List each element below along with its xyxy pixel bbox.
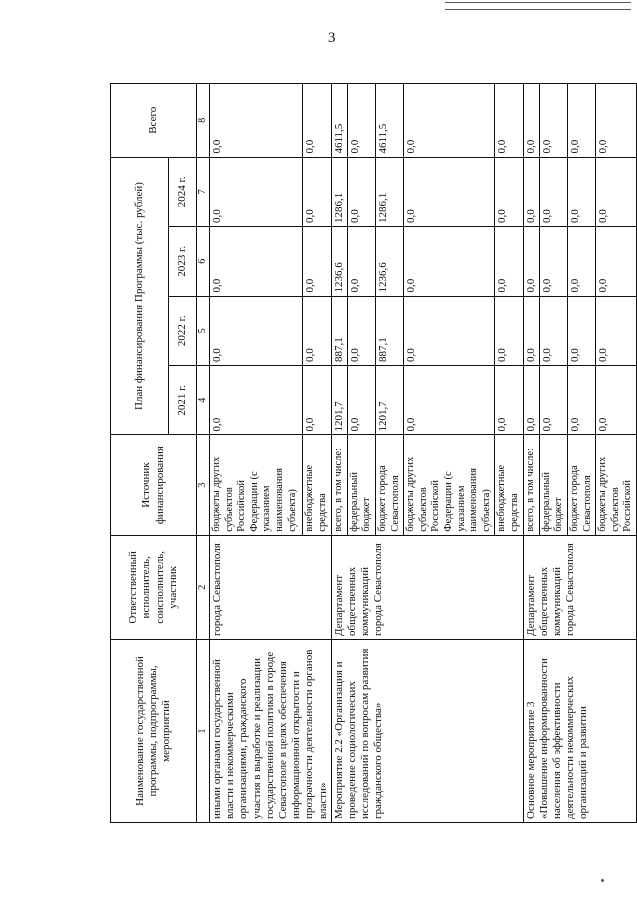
value-2022: 0,0 <box>539 296 567 365</box>
column-number: 6 <box>197 227 210 296</box>
scan-speck <box>601 879 604 882</box>
value-2024: 0,0 <box>404 157 495 227</box>
block1-measure-name: иными органами государственной власти и некоммерческими организациями, гражданского участия в выработке и реализации государственной политики в городе Севастополе в целях обеспечения информационной открытости и прозрачности деятельности органов власти» <box>210 639 332 822</box>
value-2023: 0,0 <box>495 227 523 296</box>
value-2024: 0,0 <box>596 157 637 227</box>
value-total: 0,0 <box>495 84 523 158</box>
value-2021: 0,0 <box>523 366 539 435</box>
column-number-row <box>197 84 210 823</box>
value-2024: 0,0 <box>210 157 303 227</box>
source-cell: федеральный бюджет <box>347 435 375 535</box>
value-2024: 0,0 <box>539 157 567 227</box>
source-cell: внебюджетные средства <box>302 435 331 535</box>
value-2022: 887,1 <box>376 296 404 365</box>
table-row <box>523 84 539 823</box>
block2-measure-name: Мероприятие 2.2 «Организация и проведение социологических исследований по вопросам развития гражданского общества» <box>331 639 523 822</box>
column-number: 8 <box>197 84 210 158</box>
value-2024: 0,0 <box>523 157 539 227</box>
header-executor: Ответственный исполнитель, соисполнитель, участник <box>111 535 197 639</box>
source-cell: бюджет города Севастополя <box>376 435 404 535</box>
value-total: 0,0 <box>302 84 331 158</box>
value-2023: 1236,6 <box>376 227 404 296</box>
value-total: 0,0 <box>347 84 375 158</box>
source-cell: всего, в том числе: <box>331 435 347 535</box>
value-2023: 0,0 <box>523 227 539 296</box>
column-number: 5 <box>197 296 210 365</box>
table-row <box>331 84 347 823</box>
financing-plan-table <box>110 83 637 823</box>
value-2022: 0,0 <box>210 296 303 365</box>
value-2021: 0,0 <box>495 366 523 435</box>
value-2022: 0,0 <box>347 296 375 365</box>
value-2021: 1201,7 <box>331 366 347 435</box>
value-total: 0,0 <box>567 84 595 158</box>
scan-edge-mark <box>445 2 631 10</box>
value-2023: 0,0 <box>596 227 637 296</box>
block3-measure-name: Основное мероприятие 3 «Повышение информированности населения об эффективности деятельности некоммерческих организаций и развитии <box>523 639 636 822</box>
source-cell: бюджет города Севастополя <box>567 435 595 535</box>
value-2024: 0,0 <box>302 157 331 227</box>
header-year-2024: 2024 г. <box>169 157 197 227</box>
value-2023: 0,0 <box>302 227 331 296</box>
value-2021: 0,0 <box>210 366 303 435</box>
header-name: Наименование государственной программы, подпрограммы, мероприятий <box>111 639 197 822</box>
value-2024: 1286,1 <box>331 157 347 227</box>
source-cell: бюджеты других субъектов Российской Федерации (с указанием наименования субъекта) <box>404 435 495 535</box>
value-total: 0,0 <box>539 84 567 158</box>
value-2023: 0,0 <box>539 227 567 296</box>
value-total: 0,0 <box>523 84 539 158</box>
value-2022: 887,1 <box>331 296 347 365</box>
value-total: 0,0 <box>596 84 637 158</box>
value-2022: 0,0 <box>596 296 637 365</box>
value-total: 4611,5 <box>331 84 347 158</box>
value-2023: 0,0 <box>404 227 495 296</box>
block1-executor: города Севастополя <box>210 535 332 639</box>
value-2022: 0,0 <box>567 296 595 365</box>
value-2023: 1236,6 <box>331 227 347 296</box>
value-2024: 0,0 <box>347 157 375 227</box>
header-year-2023: 2023 г. <box>169 227 197 296</box>
header-year-2022: 2022 г. <box>169 296 197 365</box>
value-2023: 0,0 <box>567 227 595 296</box>
header-year-2021: 2021 г. <box>169 366 197 435</box>
source-cell: бюджеты других субъектов Российской <box>596 435 637 535</box>
value-2021: 0,0 <box>404 366 495 435</box>
source-cell: бюджеты других субъектов Российской Федерации (с указанием наименования субъекта) <box>210 435 303 535</box>
source-cell: всего, в том числе: <box>523 435 539 535</box>
value-2021: 1201,7 <box>376 366 404 435</box>
value-2024: 1286,1 <box>376 157 404 227</box>
value-2024: 0,0 <box>495 157 523 227</box>
column-number: 7 <box>197 157 210 227</box>
value-total: 0,0 <box>404 84 495 158</box>
column-number: 3 <box>197 435 210 535</box>
value-2022: 0,0 <box>302 296 331 365</box>
header-plan: План финансирования Программы (тыс. рублей) <box>111 157 169 435</box>
block3-executor: Департамент общественных коммуникаций города Севастополя <box>523 535 636 639</box>
column-number: 2 <box>197 535 210 639</box>
value-2022: 0,0 <box>404 296 495 365</box>
column-number: 4 <box>197 366 210 435</box>
table-header <box>111 84 197 823</box>
column-number: 1 <box>197 639 210 822</box>
table-row <box>210 84 303 823</box>
value-2021: 0,0 <box>539 366 567 435</box>
value-total: 4611,5 <box>376 84 404 158</box>
value-2024: 0,0 <box>567 157 595 227</box>
value-2021: 0,0 <box>596 366 637 435</box>
rotated-table-wrapper <box>110 83 634 823</box>
value-2021: 0,0 <box>347 366 375 435</box>
source-cell: федеральный бюджет <box>539 435 567 535</box>
value-2022: 0,0 <box>523 296 539 365</box>
block2-executor: Департамент общественных коммуникаций города Севастополя <box>331 535 523 639</box>
value-2023: 0,0 <box>347 227 375 296</box>
value-2021: 0,0 <box>302 366 331 435</box>
value-2022: 0,0 <box>495 296 523 365</box>
value-2023: 0,0 <box>210 227 303 296</box>
value-2021: 0,0 <box>567 366 595 435</box>
value-total: 0,0 <box>210 84 303 158</box>
header-source: Источник финансирования <box>111 435 197 535</box>
source-cell: внебюджетные средства <box>495 435 523 535</box>
page-number: 3 <box>328 30 336 46</box>
header-total: Всего <box>111 84 197 158</box>
